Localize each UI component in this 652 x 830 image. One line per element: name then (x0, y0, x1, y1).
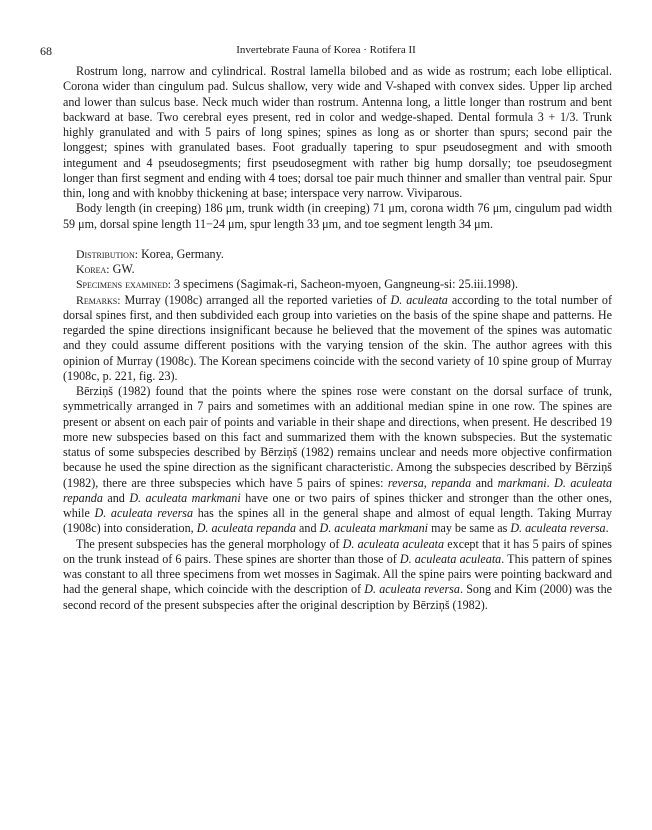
korea-label: Korea: (76, 262, 110, 276)
body-text: Bērziņš (1982) found that the points where the spines rose were constant on the dorsal surface of trunk, symmetrically arranged in 7 pairs and sometimes with an additional median spine in one row. The spines are present or absent on each pair of points and variable in their shape and directions, when present. He described 19 more new subspecies based on this fact and summarized them with the known subspecies. But the systematic status of some subspecies described by Bērziņš (1982) remains unclear and needs more objective confirmation because he used the spine direction as the significant characteristic. Among the subspecies described by Bērziņš (1982), there are three subspecies which have 5 pairs of spines: (63, 384, 612, 490)
distribution-value: Korea, Germany. (141, 246, 224, 261)
species-name: D. aculeata markmani (129, 490, 241, 505)
species-name: D. aculeata repanda (196, 521, 296, 536)
remarks-label: Remarks: (76, 292, 121, 307)
page-number: 68 (40, 44, 52, 58)
body-text: . (546, 475, 550, 490)
subspecies-name: reversa (387, 475, 424, 490)
description-paragraph: Rostrum long, narrow and cylindrical. Rostral lamella bilobed and as wide as rostrum; each lobe elliptical. Corona wider than cingulum pad. Sulcus shallow, very wide and V-shaped with convex sides. Upper lip arched and lower than sulcus base. Neck much wider than rostrum. Antenna long, a little longer than rostrum and bent backward at base. Two cerebral eyes present, red in color and wedge-shaped. Dental formula 3 + 1/3. Trunk highly granulated and with 5 pairs of long spines; spines as long as or shorter than spurs; second pair the longgest; spines with granulated bases. Foot gradually tapering to spur pseudosegment and with smooth integument and 4 pseudosegments; first pseudosegment with rather big hump dorsally; toe pseudosegment longer than first segment and ending with 4 toes; dorsal toe pair much thinner and smaller than ventral pair. Spur thin, long and with knobby thickening at base; interspace very narrow. Viviparous. (63, 64, 612, 200)
body-text: . (605, 521, 609, 536)
body-text: have one or two pairs of spines thicker and stronger than the other ones, while (63, 490, 613, 520)
korea-paragraph (63, 262, 612, 277)
species-name: D. aculeata (390, 292, 448, 307)
remarks-text: according to the total number of dorsal spines first, and then subdivided each group into varieties on the basis of the spine shape and patterns. He regarded the spine directions insignificant because he believed that the movement of the spines was automatic and they could assume different positions with the varying tension of the skin. The author agrees with this opinion of Murray (1908c). The Korean specimens coincide with the second variety of 10 spine group of Murray (1908c, p. 221, fig. 23). (63, 292, 612, 383)
body-text: except that it has 5 pairs of spines on the trunk instead of 6 pairs. These spines are shorter than those of (63, 536, 613, 566)
distribution-label: Distribution: (76, 246, 139, 261)
species-name: D. aculeata aculeata (342, 536, 445, 551)
berzins-paragraph (63, 384, 612, 537)
species-name: D. aculeata repanda (63, 475, 613, 505)
species-name: D. aculeata reversa (364, 582, 460, 597)
body-text: . This pattern of spines was constant to all three specimens from wet mosses in Sagimak. All the spine pairs were pointing backward and had the general shape, which coincide with the description of (63, 551, 612, 597)
specimens-value: 3 specimens (Sagimak-ri, Sacheon-myoen, Gangneung-si: 25.iii.1998). (174, 277, 518, 292)
body-text: and (107, 490, 125, 505)
body-text: and (475, 475, 494, 490)
subspecies-name: repanda (431, 475, 472, 490)
species-name: D. aculeata reversa (94, 506, 194, 520)
subspecies-name: markmani (497, 475, 547, 490)
distribution-paragraph (63, 247, 612, 262)
remarks-paragraph (63, 293, 612, 385)
page-body (63, 64, 612, 613)
species-name: D. aculeata reversa (510, 521, 606, 536)
present-subspecies-paragraph (63, 537, 612, 613)
body-text: . Song and Kim (2000) was the second record of the present subspecies after the original description by Bērziņš (1982). (63, 582, 612, 612)
body-text: may be same as (431, 521, 508, 536)
measurements-paragraph: Body length (in creeping) 186 μm, trunk width (in creeping) 71 μm, corona width 76 μm, cingulum pad width 59 μm, dorsal spine length 11−24 μm, spur length 33 μm, and toe segment length 34 μm. (63, 201, 612, 231)
species-name: D. aculeata markmani (319, 521, 429, 536)
page-header (0, 44, 652, 60)
running-head: Invertebrate Fauna of Korea · Rotifera II (236, 44, 416, 56)
body-text: , (423, 475, 427, 490)
body-text: has the spines all in the general shape and almost of equal length. Taking Murray (1908c) into consideration, (63, 506, 612, 536)
specimens-label: Specimens examined: (76, 277, 172, 292)
body-text: The present subspecies has the general morphology of (76, 536, 340, 551)
korea-value: GW. (112, 262, 135, 276)
remarks-text: Murray (1908c) arranged all the reported varieties of (124, 292, 387, 307)
body-text: and (299, 521, 317, 536)
species-name: D. aculeata aculeata (399, 551, 502, 566)
specimens-paragraph (63, 277, 612, 292)
